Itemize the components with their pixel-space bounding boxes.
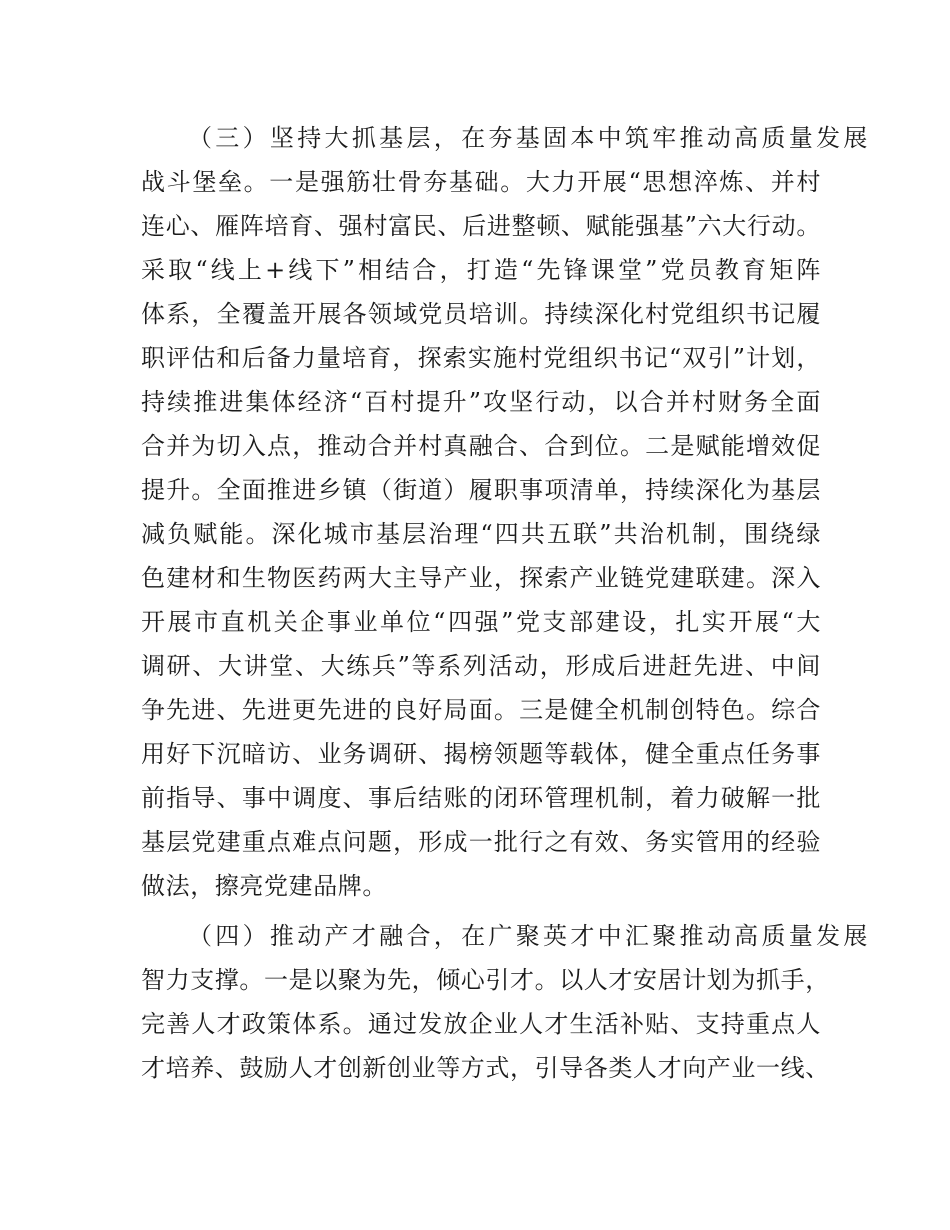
text-line: 用好下沉暗访、业务调研、揭榜领题等载体，健全重点任务事 [141,740,821,768]
text-line: 色建材和生物医药两大主导产业，探索产业链党建联建。深入 [141,564,821,592]
text-line: 才培养、鼓励人才创新创业等方式，引导各类人才向产业一线、 [141,1054,830,1082]
text-line: 完善人才政策体系。通过发放企业人才生活补贴、支持重点人 [141,1010,821,1038]
text-line: 智力支撑。一是以聚为先，倾心引才。以人才安居计划为抓手， [141,966,830,994]
text-line: （四）推动产才融合，在广聚英才中汇聚推动高质量发展 [188,922,868,950]
text-line: 开展市直机关企事业单位“四强”党支部建设，扎实开展“大 [141,608,821,636]
text-line: 战斗堡垒。一是强筋壮骨夯基础。大力开展“思想淬炼、并村 [141,168,821,196]
text-line: 减负赋能。深化城市基层治理“四共五联”共治机制，围绕绿 [141,520,821,548]
text-line: 争先进、先进更先进的良好局面。三是健全机制创特色。综合 [141,696,821,724]
text-line: 提升。全面推进乡镇（街道）履职事项清单，持续深化为基层 [141,476,821,504]
text-line: 合并为切入点，推动合并村真融合、合到位。二是赋能增效促 [141,432,821,460]
text-line: 采取“线上+线下”相结合，打造“先锋课堂”党员教育矩阵 [141,256,821,284]
text-line: 持续推进集体经济“百村提升”攻坚行动，以合并村财务全面 [141,388,821,416]
text-line: 职评估和后备力量培育，探索实施村党组织书记“双引”计划， [141,344,821,372]
text-line: 基层党建重点难点问题，形成一批行之有效、务实管用的经验 [141,828,821,856]
text-line: 连心、雁阵培育、强村富民、后进整顿、赋能强基”六大行动。 [141,212,821,240]
text-line: （三）坚持大抓基层，在夯基固本中筑牢推动高质量发展 [188,124,868,152]
text-line: 调研、大讲堂、大练兵”等系列活动，形成后进赶先进、中间 [141,652,821,680]
text-line: 做法，擦亮党建品牌。 [141,872,387,900]
text-line: 前指导、事中调度、事后结账的闭环管理机制，着力破解一批 [141,784,821,812]
text-line: 体系，全覆盖开展各领域党员培训。持续深化村党组织书记履 [141,300,821,328]
